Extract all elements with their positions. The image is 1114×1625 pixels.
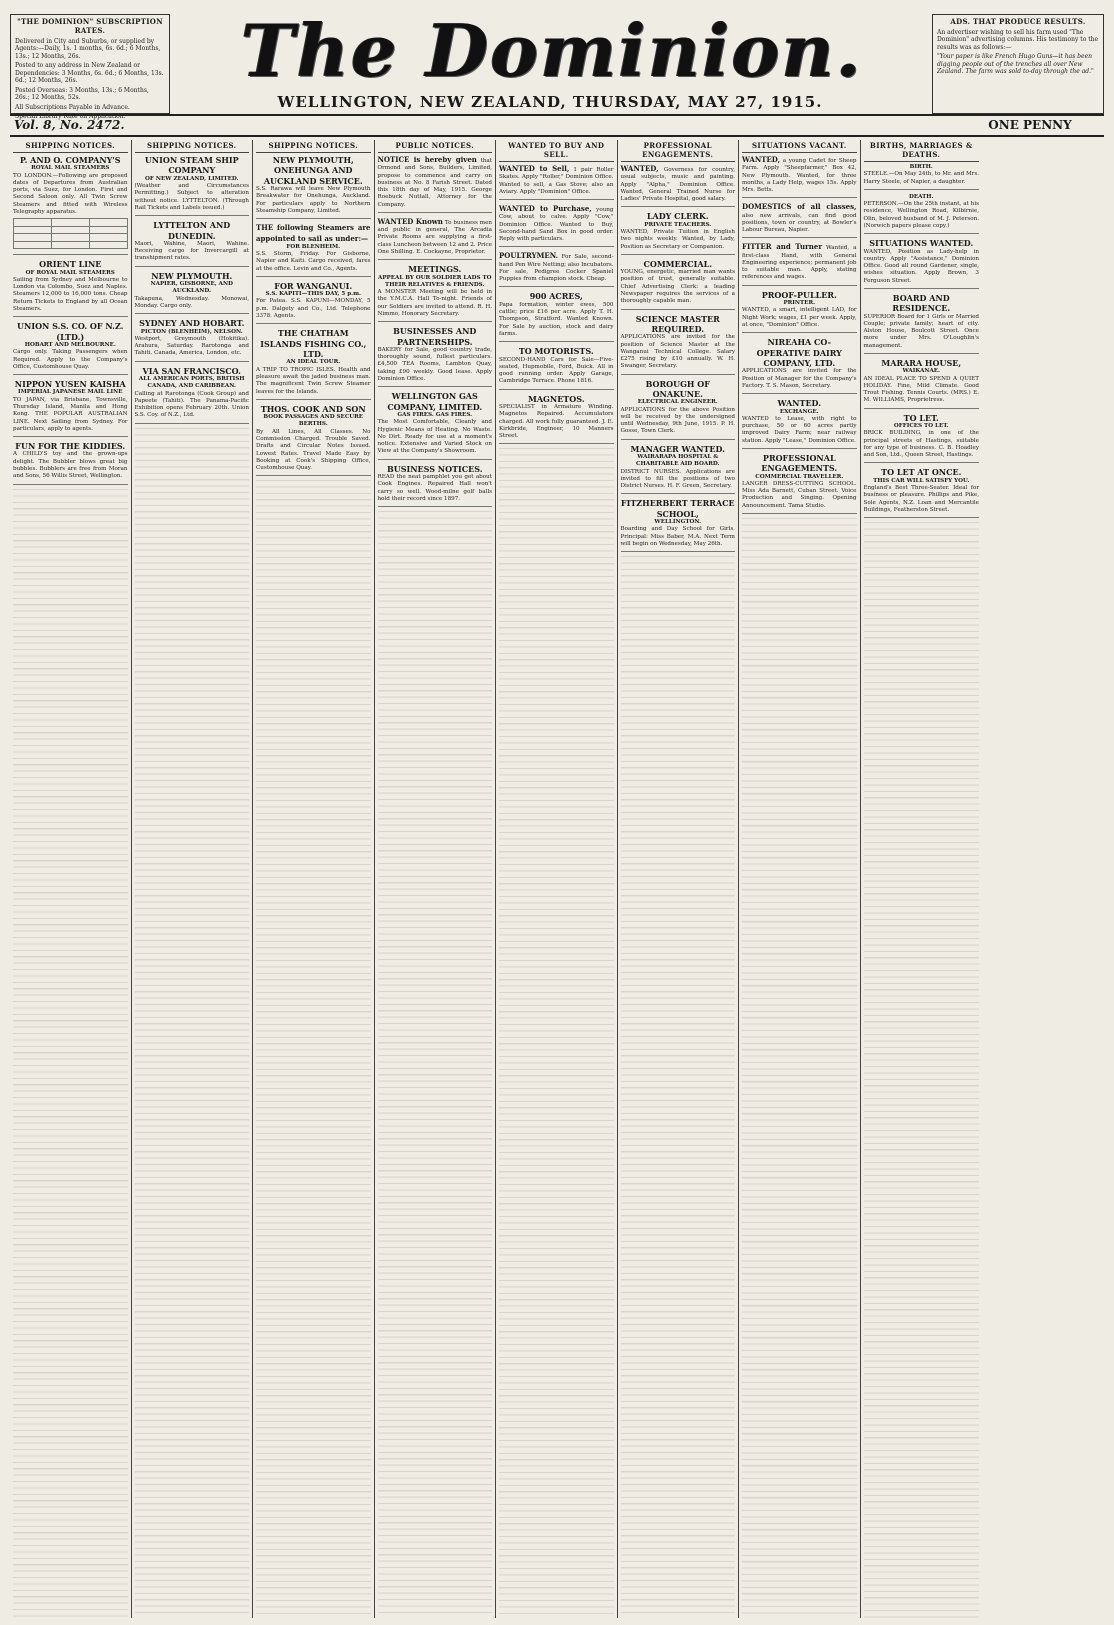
notice-lead: MEETINGS. [408, 264, 462, 275]
notice-lead: FUN FOR THE KIDDIES. [15, 441, 126, 452]
notice [621, 444, 736, 495]
notice [864, 194, 980, 234]
notice-subhead: GAS FIRES. GAS FIRES. [397, 412, 473, 419]
notice-lead: MAGNETOS. [527, 393, 585, 404]
notice-body: APPLICATIONS are invited for the position of Science Master at the Wanganui Technical College. Salary £275 rising by £10 annually. W. H. Swanger, Secretary. [620, 334, 735, 370]
subscription-rates-box [10, 14, 170, 120]
notice [135, 155, 250, 216]
notice [378, 326, 493, 387]
notice [256, 404, 371, 477]
subscription-rate-line: Posted Overseas: 3 Months, 13s.; 6 Months, 26s.; 12 Months, 52s. [15, 86, 149, 101]
notice-subhead: NAPIER, GISBORNE, AND AUCKLAND. [150, 281, 233, 295]
notice-lead: TO MOTORISTS. [518, 346, 594, 357]
notice-subhead: IMPERIAL JAPANESE MAIL LINE [18, 389, 123, 396]
notice-lead: NEW PLYMOUTH, ONEHUNGA AND AUCKLAND SERVICE. [263, 155, 363, 186]
notice-subhead: ALL AMERICAN PORTS, BRITISH CANADA, AND CARIBBEAN. [138, 375, 245, 390]
column-heading: WANTED TO BUY AND SELL. [499, 140, 614, 162]
ads-results-quote: "Your paper is like French Hugo Guns—it has been digging people out of the trenches all over New Zealand. The farm was sold to-day through the ad." [937, 53, 1094, 76]
notice-lead: WANTED to Sell, [499, 164, 570, 173]
notice-lead: PROOF-PULLER. [761, 289, 837, 300]
notice-subhead: WELLINGTON. [654, 519, 702, 526]
column-continuation [13, 489, 128, 1618]
notice-subhead: OF ROYAL MAIL STEAMERS [25, 269, 115, 276]
notice-lead: COMMERCIAL. [643, 258, 713, 269]
notice-lead: SYDNEY AND HOBART. [139, 318, 245, 329]
subscription-rate-line: Delivered in City and Suburbs, or supplied by Agents:—Daily, 1s. 1 months, 6s. 6d.; 6 Months, 13s.; 12 Months, 26s. [15, 37, 161, 60]
column-heading: BIRTHS, MARRIAGES & DEATHS. [864, 140, 980, 162]
notice-lead: WANTED to Purchase, [499, 204, 592, 214]
notice-lead: NOTICE is hereby given [377, 155, 477, 164]
notice-body: DISTRICT NURSES. Applications are invited to fill the positions of two District Nurses. H. F. Green, Secretary. [620, 468, 735, 490]
notice [864, 164, 980, 190]
notice [621, 164, 736, 207]
notice-body: Maori, Wahine, Maori, Wahine. Receiving cargo for Invercargill at transhipment rates. [134, 240, 249, 262]
masthead-title [180, 7, 924, 93]
sailings-table [13, 218, 128, 249]
notice-body: TO JAPAN, via Brisbane, Townsville, Thursday Island, Manila and Hong Kong. THE POPULAR AUSTRALIAN LINE. Next Sailing from Sydney. For particulars, apply to agents. [13, 396, 128, 432]
notice-body: PETERSON.—On the 25th instant, at his residence, Wellington Road, Kilbirnie, Olin, beloved husband of M. J. Peterson. (Norwich papers please copy.) [863, 201, 979, 229]
column-continuation [864, 522, 980, 1618]
subscription-rate-line: All Subscriptions Payable in Advance. [15, 103, 130, 111]
notice [135, 318, 250, 361]
notice-body: To business men and public in general, The Arcadia Private Rooms are supplying a first-class Luncheon between 12 and 2. Price One Shilling. E. Cockayne, Proprietor. [377, 219, 493, 255]
notice-lead: WANTED Known [377, 216, 443, 226]
notice-subhead: ELECTRICAL ENGINEER. [637, 399, 718, 406]
notice-body: STEELE.—On May 24th, to Mr. and Mrs. Harry Steele, of Napier, a daughter. [863, 171, 979, 185]
ads-results-body: An advertiser wishing to sell his farm used "The Dominion" advertising columns. His testimony to the results was as follows:— [937, 28, 1099, 51]
notice [499, 204, 614, 247]
notice [864, 293, 980, 354]
notice-body: READ the neat pamphlet you get about Cook Engines. Repaired Hall won't carry so well. Wood-milne golf balls hold their record since 1897. [377, 474, 492, 502]
notice-body: SUPERIOR Board for 1 Girls or Married Couple; private family; heart of city. Alston House, Boulcott Street. Once more under Mrs. O'Loughlin's management. [863, 313, 979, 349]
notice [621, 259, 736, 310]
notice-body: SPECIALIST in Armature Winding. Magnetos Repaired. Accumulators charged. All work fully guaranteed. J. E. Kirkbride, Engineer, 10 Manners Street. [499, 404, 614, 440]
masthead-rule [10, 114, 1104, 116]
notice [378, 155, 493, 213]
notice-body: BAKERY for Sale, good country trade, thoroughly sound, fullest particulars. £4,500 TEA Rooms, Lambton Quay, taking £90 weekly. Good lease. Apply Dominion Office. [377, 346, 492, 383]
column-heading: SHIPPING NOTICES. [135, 140, 250, 153]
notice-subhead: EXCHANGE. [779, 408, 819, 415]
notice-lead: FITZHERBERT TERRACE SCHOOL, [620, 498, 735, 519]
notice-body: (Weather and Circumstances Permitting.) Subject to alteration without notice. LYTTELTON. (Through Rail Tickets and Labels issued.) [134, 183, 249, 211]
notice [13, 259, 128, 317]
notice [499, 346, 614, 389]
notice-lead: NIPPON YUSEN KAISHA [14, 379, 126, 390]
notice-subhead: PICTON (BLENHEIM), NELSON. [140, 328, 243, 335]
column-heading: PROFESSIONAL ENGAGEMENTS. [621, 140, 736, 162]
notice-lead: THOS. COOK AND SON [260, 403, 366, 414]
column-6 [618, 140, 740, 1618]
notice-body: SECOND-HAND Cars for Sale—Five-seated, Hupmobile, Ford, Buick. All in good running order. Apply Garage, Cambridge Terrace. Phone 1816. [499, 356, 614, 385]
notice-subhead: FOR BLENHEIM. [286, 243, 341, 250]
notice-lead: UNION STEAM SHIP COMPANY [144, 155, 239, 176]
notice [378, 464, 493, 507]
column-heading: SITUATIONS VACANT. [742, 140, 857, 153]
notice [499, 251, 614, 287]
dateline: WELLINGTON, NEW ZEALAND, THURSDAY, MAY 27, 1915. [277, 93, 823, 111]
notice-lead: LYTTELTON AND DUNEDIN. [153, 220, 231, 241]
notice-lead: THE following Steamers are appointed to sail as under:— [256, 223, 371, 243]
notice [499, 291, 614, 342]
notice [378, 217, 493, 260]
notice-body: A TRIP TO TROPIC ISLES. Health and pleasure await the jaded business man. The magnificent Twin Screw Steamer leaves for the Islands. [256, 366, 371, 395]
notice-lead: MARARA HOUSE, [881, 357, 962, 368]
newspaper-name: The Dominion. [241, 7, 863, 93]
notice-subhead: WAIKANAE. [902, 368, 941, 375]
notice-body: LANGER DRESS-CUTTING SCHOOL. Miss Ada Barnett, Cuban Street. Voice Production and Singing. Opening Announcement. Tama Studio. [742, 480, 857, 509]
notice [621, 211, 736, 254]
notice [256, 155, 371, 219]
notice [621, 379, 736, 440]
notice [378, 391, 493, 459]
notice [13, 155, 128, 255]
notice-lead: DEATH. [908, 193, 934, 200]
subscription-rate-line: Posted to any address in New Zealand or Dependencies: 3 Months, 6s. 6d.; 6 Months, 13s. 6d.; 12 Months, 26s. [15, 62, 164, 84]
notice-body: APPLICATIONS for the above Position will be received by the undersigned until Wednesday, 9th June, 1915. P. H. Gosse, Town Clerk. [620, 406, 735, 435]
column-1 [10, 140, 132, 1618]
subscription-rate-line: Special Library Rate on Application. [15, 113, 126, 120]
notice-body: S.S. Rarawa will leave New Plymouth Breakwater for Onehunga, Auckland. For particulars apply to Northern Steamship Company, Limited. [256, 186, 371, 214]
subscription-rates-heading: "THE DOMINION" SUBSCRIPTION RATES. [17, 17, 163, 35]
column-4 [375, 140, 497, 1618]
notice-lead: FITTER and Turner [742, 242, 823, 252]
notice [742, 242, 857, 285]
notice-lead: BUSINESS NOTICES. [386, 463, 483, 474]
notice-body: A CHILD'S toy and the grown-ups delight. The Bubbler blows great big bubbles. Bubblers are free from Moran and Sons, 56 Willis Street, Wellington. [13, 451, 128, 480]
notice [135, 271, 250, 314]
notice [864, 238, 980, 289]
notice-subhead: PRIVATE TEACHERS. [644, 221, 712, 228]
notice-body: For Patea. S.S. KAPUNI—MONDAY, 5 p.m. Dalgety and Co., Ltd. Telephone 3378. Agents. [256, 298, 371, 320]
notice-body: WANTED, Position as Lady-help in country. Apply "Assistance," Dominion Office. Good all round Gardener, single, wishes situation. Apply Brown, 3 Ferguson Street. [863, 248, 979, 284]
column-3 [253, 140, 375, 1618]
notice-subhead: THIS CAR WILL SATISFY YOU. [873, 477, 970, 484]
notice [742, 398, 857, 449]
notice-subhead: PRINTER. [783, 300, 816, 307]
column-continuation [256, 480, 371, 1618]
notice-body: young Cow, about to calve. Apply "Cow," Dominion Office. Wanted to Buy, Second-hand Sand Box in good order. Reply with particulars. [499, 207, 614, 243]
notice-subhead: BOOK PASSAGES AND SECURE BERTHS. [263, 414, 364, 428]
notice [135, 220, 250, 267]
notice-lead: WELLINGTON GAS COMPANY, LIMITED. [387, 391, 483, 412]
notice-lead: POULTRYMEN. [499, 251, 559, 261]
column-continuation [499, 448, 614, 1618]
notice-body: England's Best Three-Seater. Ideal for business or pleasure. Phillips and Pike, Sole Agents, N.Z. Loan and Mercantile Buildings, Featherston Street. [863, 485, 979, 513]
notice-subhead: ROYAL MAIL STEAMERS [31, 165, 110, 172]
notice [742, 453, 857, 514]
notice [13, 379, 128, 437]
notice-lead: P. AND O. COMPANY'S [19, 155, 121, 165]
column-7 [739, 140, 861, 1618]
notice [13, 441, 128, 484]
notice-lead: DOMESTICS of all classes, [742, 202, 857, 212]
notice-body: By All Lines, All Classes. No Commission Charged. Trouble Saved. Drafts and Circular Notes Issued. Lowest Rates. Travel Made Easy by Booking at Cook's Shipping Office, Customhouse Quay. [256, 428, 371, 472]
notice-body: The Most Comfortable, Cleanly and Hygienic Means of Heating. No Waste. No Dirt. Ready for use at a moment's notice. Extensive and Varied Stock on View at the Company's Showroom. [377, 419, 492, 455]
notice-body: a young Cadet for Sheep Farm. Apply "Sheepfarmer," Box 42, New Plymouth. Wanted, for three months, a Lady Help, wages 15s. Apply Mrs. Betts. [742, 158, 857, 194]
column-heading: SHIPPING NOTICES. [13, 140, 128, 153]
notice [864, 467, 980, 518]
columns-area [10, 140, 1104, 1618]
notice [499, 164, 614, 200]
notice [256, 328, 371, 400]
notice-body: YOUNG, energetic, married man wants position of trust, generally suitable. Chief Advertising Clerk: a leading Newspaper requires the services of a thoroughly capable man. [620, 269, 735, 305]
notice-body: S.S. Storm, Friday. For Gisborne, Napier and Kaiti. Cargo received, fares at the office. Levin and Co., Agents. [256, 251, 371, 272]
notice-body: For Sale, second-hand Pen Wire Netting; also Incubators. For sale, Pedigree Cocker Spaniel Puppies from champion stock. Cheap. [499, 254, 614, 283]
notice-body: Wanted, a first-class Hand, with General Engineering experience; permanent job to suitable man. Apply, stating references and wages. [742, 245, 857, 281]
notice-lead: BUSINESSES AND PARTNERSHIPS. [393, 326, 477, 347]
notice [621, 498, 736, 552]
notice-subhead: HOBART AND MELBOURNE. [24, 342, 116, 349]
notice [135, 366, 250, 424]
notice-body: WANTED, a smart, intelligent LAD, for Night Work; wages, £1 per week. Apply, at once, "Dominion" Office. [742, 307, 857, 328]
notice-lead: BOARD AND RESIDENCE. [892, 292, 951, 314]
notice [499, 394, 614, 445]
notice-subhead: OF NEW ZEALAND, LIMITED. [145, 175, 239, 182]
notice-body: also new arrivals, can find good positions, town or country, at Bowler's Labour Bureau, Napier. [742, 212, 857, 234]
ads-results-heading: ADS. THAT PRODUCE RESULTS. [950, 17, 1086, 26]
notice-lead: MANAGER WANTED. [630, 443, 725, 454]
notice-lead: THE CHATHAM ISLANDS FISHING CO., LTD. [260, 328, 367, 360]
ads-results-box [932, 14, 1104, 114]
notice-subhead: OFFICES TO LET. [893, 423, 949, 430]
notice [621, 314, 736, 375]
notice [742, 337, 857, 394]
notice-lead: TO LET. [903, 412, 939, 423]
notice-body: Calling at Rarotonga (Cook Group) and Papeete (Tahiti). The Panama-Pacific Exhibition opens February 20th. Union S.S. Coy. of N.Z., Ltd. [134, 390, 249, 419]
notice-lead: FOR WANGANUI. [274, 280, 353, 291]
notice-lead: 900 ACRES, [529, 291, 583, 302]
notice-subhead: APPEAL BY OUR SOLDIER LADS TO THEIR RELATIVES & FRIENDS. [378, 274, 492, 288]
column-5 [496, 140, 618, 1618]
notice-lead: WANTED. [777, 398, 821, 409]
notice-body: APPLICATIONS are invited for the Position of Manager for the Company's Factory. T. S. Mason, Secretary. [742, 368, 857, 389]
column-continuation [621, 556, 736, 1618]
column-2 [132, 140, 254, 1618]
notice-lead: ORIENT LINE [39, 259, 102, 270]
notice-body: TO LONDON.—Following are proposed dates of Departures from Australian ports, via Suez, for London. First and Second Saloon only. All Twin Screw Steamers and fitted with Wireless Telegraphy apparatus. [13, 172, 128, 215]
notice-lead: BIRTH. [909, 164, 933, 170]
notice-lead: WANTED, [620, 164, 659, 173]
notice [864, 413, 980, 464]
notice [378, 264, 493, 322]
price-label: ONE PENNY [988, 118, 1072, 132]
volume-number: Vol. 8, No. 2472. [14, 118, 125, 132]
notice-lead: WANTED, [742, 155, 781, 164]
notice-lead: BOROUGH OF ONAKUNE. [645, 378, 710, 399]
notice [742, 290, 857, 333]
column-continuation [135, 428, 250, 1618]
notice [742, 155, 857, 198]
column-continuation [378, 511, 493, 1618]
notice-lead: TO LET AT ONCE. [881, 467, 962, 478]
notice-lead: SCIENCE MASTER REQUIRED. [635, 313, 720, 334]
notice-lead: PROFESSIONAL ENGAGEMENTS. [761, 452, 838, 474]
notice-lead: SITUATIONS WANTED. [869, 238, 974, 249]
notice-subhead: S.S. KAPITI—THIS DAY, 5 p.m. [265, 291, 361, 298]
notice-lead: LADY CLERK. [646, 211, 709, 222]
notice-body: Sailing from Sydney and Melbourne to London via Colombo, Suez and Naples. Steamers 12,000 to 16,000 tons. Cheap Return Tickets to England by all Ocean Steamers. [13, 276, 128, 312]
notice-lead: UNION S.S. CO. OF N.Z. (LTD.) [17, 321, 124, 342]
notice-subhead: WAIRARAPA HOSPITAL & CHARITABLE AID BOARD. [636, 454, 720, 468]
notice-body: BRICK BUILDING, in one of the principal streets of Hastings, suitable for any type of business. C. B. Hoadley and Son, Ltd., Queen Street, Hastings. [863, 430, 979, 459]
notice-lead: NIREAHA CO-OPERATIVE DAIRY COMPANY, LTD. [756, 337, 842, 368]
notice [864, 358, 980, 409]
notice-lead: VIA SAN FRANCISCO. [142, 365, 241, 376]
column-8 [861, 140, 983, 1618]
notice-body: AN IDEAL PLACE TO SPEND A QUIET HOLIDAY. Fine, Mild Climate. Good Trout Fishing. Tennis Courts. (MRS.) E. M. WILLIAMS, Proprietress. [863, 375, 979, 404]
column-heading: PUBLIC NOTICES. [378, 140, 493, 153]
notice-body: A MONSTER Meeting will be held in the Y.M.C.A. Hall To-night. Friends of our Soldiers are invited to attend. R. H. Nimmo, Honorary Secretary. [377, 289, 492, 317]
notice-lead: NEW PLYMOUTH. [151, 270, 233, 281]
notice-subhead: AN IDEAL TOUR. [286, 359, 341, 366]
column-heading: SHIPPING NOTICES. [256, 140, 371, 153]
notice-body: Cargo only. Taking Passengers when Required. Apply to the Company's Office, Customhouse Quay. [13, 349, 128, 370]
columns-top-rule [10, 135, 1104, 137]
notice-body: 1 pair Roller Skates. Apply "Roller," Dominion Office. Wanted to sell, a Gas Stove; also an Aviary. Apply "Dominion" Office. [499, 167, 614, 195]
notice [13, 321, 128, 375]
notice-body: WANTED to Lease, with right to purchase, 50 or 60 acres partly improved Dairy Farm; near railway station. Apply "Lease," Dominion Office. [742, 415, 857, 444]
notice-body: Takapuna, Wednesday. Monowai, Monday. Cargo only. [134, 295, 249, 309]
notice-body: Governess for country, usual subjects, music and painting. Apply "Alpha," Dominion Office. Wanted, General Trained Nurse for Ladies' Private Hospital, good salary. [620, 167, 735, 203]
column-continuation [742, 518, 857, 1618]
notice [256, 223, 371, 277]
notice-body: Papa formation, winter ewes, 500 cattle; price £16 per acre. Apply T. H. Thompson, Stratford. Wanted Known. For Sale by auction, stock and dairy farms. [499, 301, 614, 337]
notice-body: that Ormond and Sons, Builders, Limited, propose to commence and carry on business at No. 8 Farish Street. Dated this 18th day of May, 1915. George Roebuck Nuttall, Attorney for the Company. [377, 158, 493, 208]
notice [256, 281, 371, 324]
notice-subhead: COMMERCIAL TRAVELLER. [755, 473, 844, 480]
notice-body: WANTED, Private Tuition in English two nights weekly. Wanted, by Lady, Position as Secretary or Companion. [620, 228, 735, 250]
notice [742, 202, 857, 238]
notice-body: Boarding and Day School for Girls. Principal: Miss Baber, M.A. Next Term will begin on Wednesday, May 26th. [620, 526, 735, 548]
notice-body: Westport, Greymouth (Hokitika). Arahura, Saturday. Rarotonga and Tahiti. Canada, America, London, etc. [134, 335, 249, 357]
